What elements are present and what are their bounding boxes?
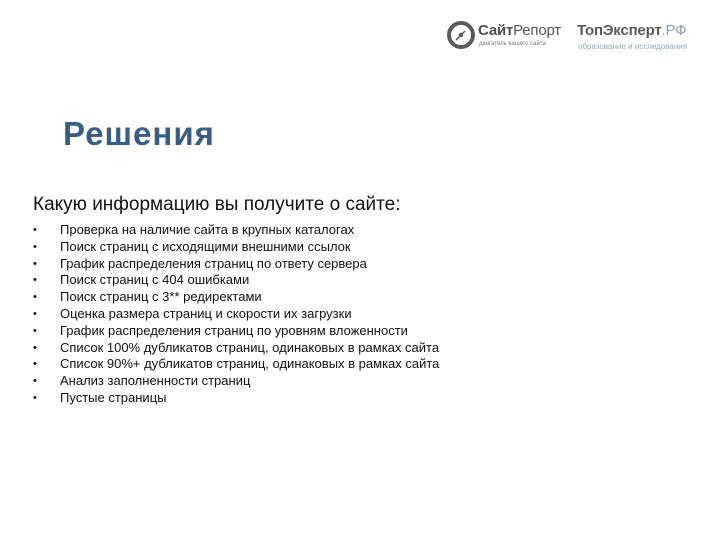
list-item-text: Поиск страниц с 404 ошибками bbox=[60, 272, 250, 288]
slide-subtitle: Какую информацию вы получите о сайте: bbox=[33, 194, 401, 215]
sitereport-tagline: двигатель вашего сайта bbox=[479, 41, 546, 47]
topexpert-tagline: образование и исследования bbox=[578, 42, 688, 51]
bullet-icon: • bbox=[33, 257, 37, 270]
list-item-text: Поиск страниц с 3** редиректами bbox=[60, 289, 262, 305]
list-item-text: Список 100% дубликатов страниц, одинаковых в рамках сайта bbox=[60, 339, 440, 355]
bullet-icon: • bbox=[33, 291, 37, 304]
bullet-icon: • bbox=[33, 391, 37, 404]
bullet-icon: • bbox=[33, 358, 37, 371]
list-item-text: График распределения страниц по ответу сервера bbox=[60, 255, 367, 271]
list-item-text: График распределения страниц по уровням вложенности bbox=[60, 322, 408, 338]
sitereport-name bbox=[478, 22, 561, 39]
bullet-icon: • bbox=[33, 341, 37, 354]
bullet-icon: • bbox=[33, 274, 37, 287]
list-item-text: Анализ заполненности страниц bbox=[60, 373, 251, 389]
sitereport-name-part1: Сайт bbox=[478, 22, 514, 39]
topexpert-name-main: ТопЭксперт bbox=[577, 22, 662, 39]
sitereport-emblem-icon bbox=[446, 20, 476, 50]
bullet-icon: • bbox=[33, 324, 37, 337]
bullet-icon: • bbox=[33, 307, 37, 320]
topexpert-logo bbox=[577, 22, 702, 54]
topexpert-name-suffix: .РФ bbox=[661, 22, 687, 39]
list-item-text: Оценка размера страниц и скорости их загрузки bbox=[60, 305, 352, 321]
sitereport-name-part2: Репорт bbox=[513, 22, 561, 39]
slide-title: Решения bbox=[63, 115, 215, 152]
sitereport-logo bbox=[446, 20, 566, 52]
list-item-text: Проверка на наличие сайта в крупных каталогах bbox=[60, 222, 355, 237]
bullet-icon: • bbox=[33, 240, 37, 253]
bullet-icon: • bbox=[33, 375, 37, 388]
list-item-text: Список 90%+ дубликатов страниц, одинаковых в рамках сайта bbox=[60, 356, 440, 372]
bullet-icon: • bbox=[33, 224, 37, 236]
list-item-text: Поиск страниц с исходящими внешними ссылок bbox=[60, 238, 351, 254]
topexpert-name bbox=[577, 22, 686, 39]
list-item-text: Пустые страницы bbox=[60, 389, 167, 405]
